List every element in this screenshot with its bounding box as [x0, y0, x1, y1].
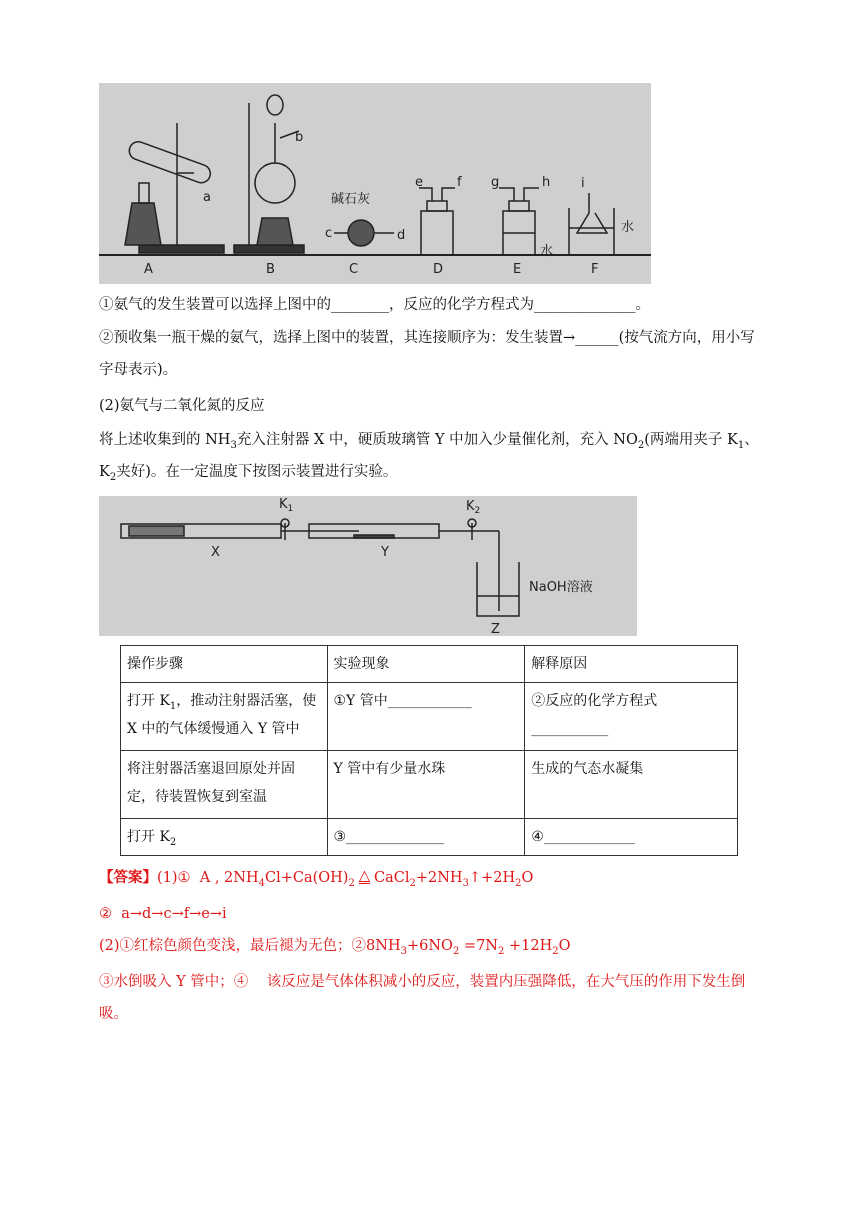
table-header-cell: 实验现象	[327, 646, 525, 683]
label-d-lower: d	[397, 228, 406, 243]
label-water-2: 水	[621, 220, 635, 235]
answer-line-4: ③水倒吸入 Y 管中；④ 该反应是气体体积减小的反应，装置内压强降低，在大气压的作用下发生倒吸。	[99, 974, 746, 1022]
label-i-lower: i	[581, 176, 585, 191]
apparatus-figure-2	[99, 496, 637, 636]
q1-part1: ①氨气的发生装置可以选择上图中的________，反应的化学方程式为______________。	[99, 297, 650, 313]
tube-y-icon	[309, 524, 499, 611]
label-k1: $K_1$	[279, 497, 294, 514]
table-cell: ①Y 管中____________	[327, 683, 525, 751]
experiment-table	[120, 645, 738, 856]
label-f-lower: f	[457, 175, 462, 190]
apparatus-a-icon	[125, 123, 224, 253]
label-c-lower: c	[325, 226, 333, 241]
table-row	[121, 683, 738, 751]
label-x: X	[211, 545, 220, 560]
apparatus-c-icon	[334, 220, 394, 246]
label-a-upper: A	[144, 262, 153, 277]
table-row	[121, 819, 738, 856]
table-cell: ③______________	[327, 819, 525, 856]
clamp-k2-icon	[468, 519, 476, 540]
answer-line-1: 【答案】(1)① A , $2NH_4Cl+Ca(OH)_2$ △ $CaCl_2+2NH_3↑+2H_2O$	[99, 868, 534, 889]
label-c-upper: C	[349, 262, 359, 277]
label-b-upper: B	[266, 262, 275, 277]
clamp-k1-icon	[281, 519, 289, 540]
label-f-upper: F	[591, 262, 599, 277]
answer-line-3: (2)①红棕色颜色变浅，最后褪为无色；$②8NH_3+6NO_2 =7N_2 +12H_2O$	[99, 938, 571, 957]
table-cell: 打开 $K_1$，推动注射器活塞，使X 中的气体缓慢通入 Y 管中	[121, 683, 328, 751]
label-h-lower: h	[542, 175, 551, 190]
table-cell: ②反应的化学方程式___________	[525, 683, 738, 751]
label-naoh: NaOH溶液	[529, 580, 593, 595]
beaker-z-icon	[477, 562, 519, 616]
q2-heading: (2)氨气与二氧化氮的反应	[99, 398, 265, 414]
label-e-lower: e	[415, 175, 423, 190]
table-row	[121, 751, 738, 819]
label-a-lower: a	[203, 190, 211, 205]
table-header-cell: 解释原因	[525, 646, 738, 683]
table-cell: 生成的气态水凝集	[525, 751, 738, 819]
syringe-x-icon	[121, 524, 359, 538]
q1-part2: ②预收集一瓶干燥的氨气，选择上图中的装置，其连接顺序为：发生装置→______(按气流方向，用小写字母表示)。	[99, 330, 755, 378]
label-d-upper: D	[433, 262, 444, 277]
table-header-cell: 操作步骤	[121, 646, 328, 683]
label-y: Y	[381, 545, 389, 560]
apparatus-d-icon	[419, 188, 455, 255]
table-cell: 将注射器活塞退回原处并固定，待装置恢复到室温	[121, 751, 328, 819]
table-cell: ④_____________	[525, 819, 738, 856]
table-cell: 打开 $K_2$	[121, 819, 328, 856]
label-b-lower: b	[295, 130, 304, 145]
label-soda-lime: 碱石灰	[331, 192, 371, 207]
apparatus-f-icon	[569, 193, 614, 255]
q2-intro: 将上述收集到的 $NH_3$充入注射器 X 中，硬质玻璃管 Y 中加入少量催化剂，充入 $NO_2$(两端用夹子 $K_1$、$K_2$夹好)。在一定温度下按图示装置进行实验。	[99, 432, 759, 483]
heat-symbol: △	[358, 868, 370, 884]
label-k2: $K_2$	[466, 499, 481, 516]
answer-line-2: ② a→d→c→f→e→i	[99, 906, 227, 922]
label-water-1: 水	[540, 244, 554, 259]
apparatus-figure-1	[99, 83, 651, 284]
apparatus-b-icon	[234, 95, 304, 253]
apparatus-e-icon	[499, 188, 539, 255]
table-cell: Y 管中有少量水珠	[327, 751, 525, 819]
table-header-row	[121, 646, 738, 683]
label-e-upper: E	[513, 262, 522, 277]
label-g-lower: g	[491, 175, 500, 190]
label-z: Z	[491, 622, 500, 636]
